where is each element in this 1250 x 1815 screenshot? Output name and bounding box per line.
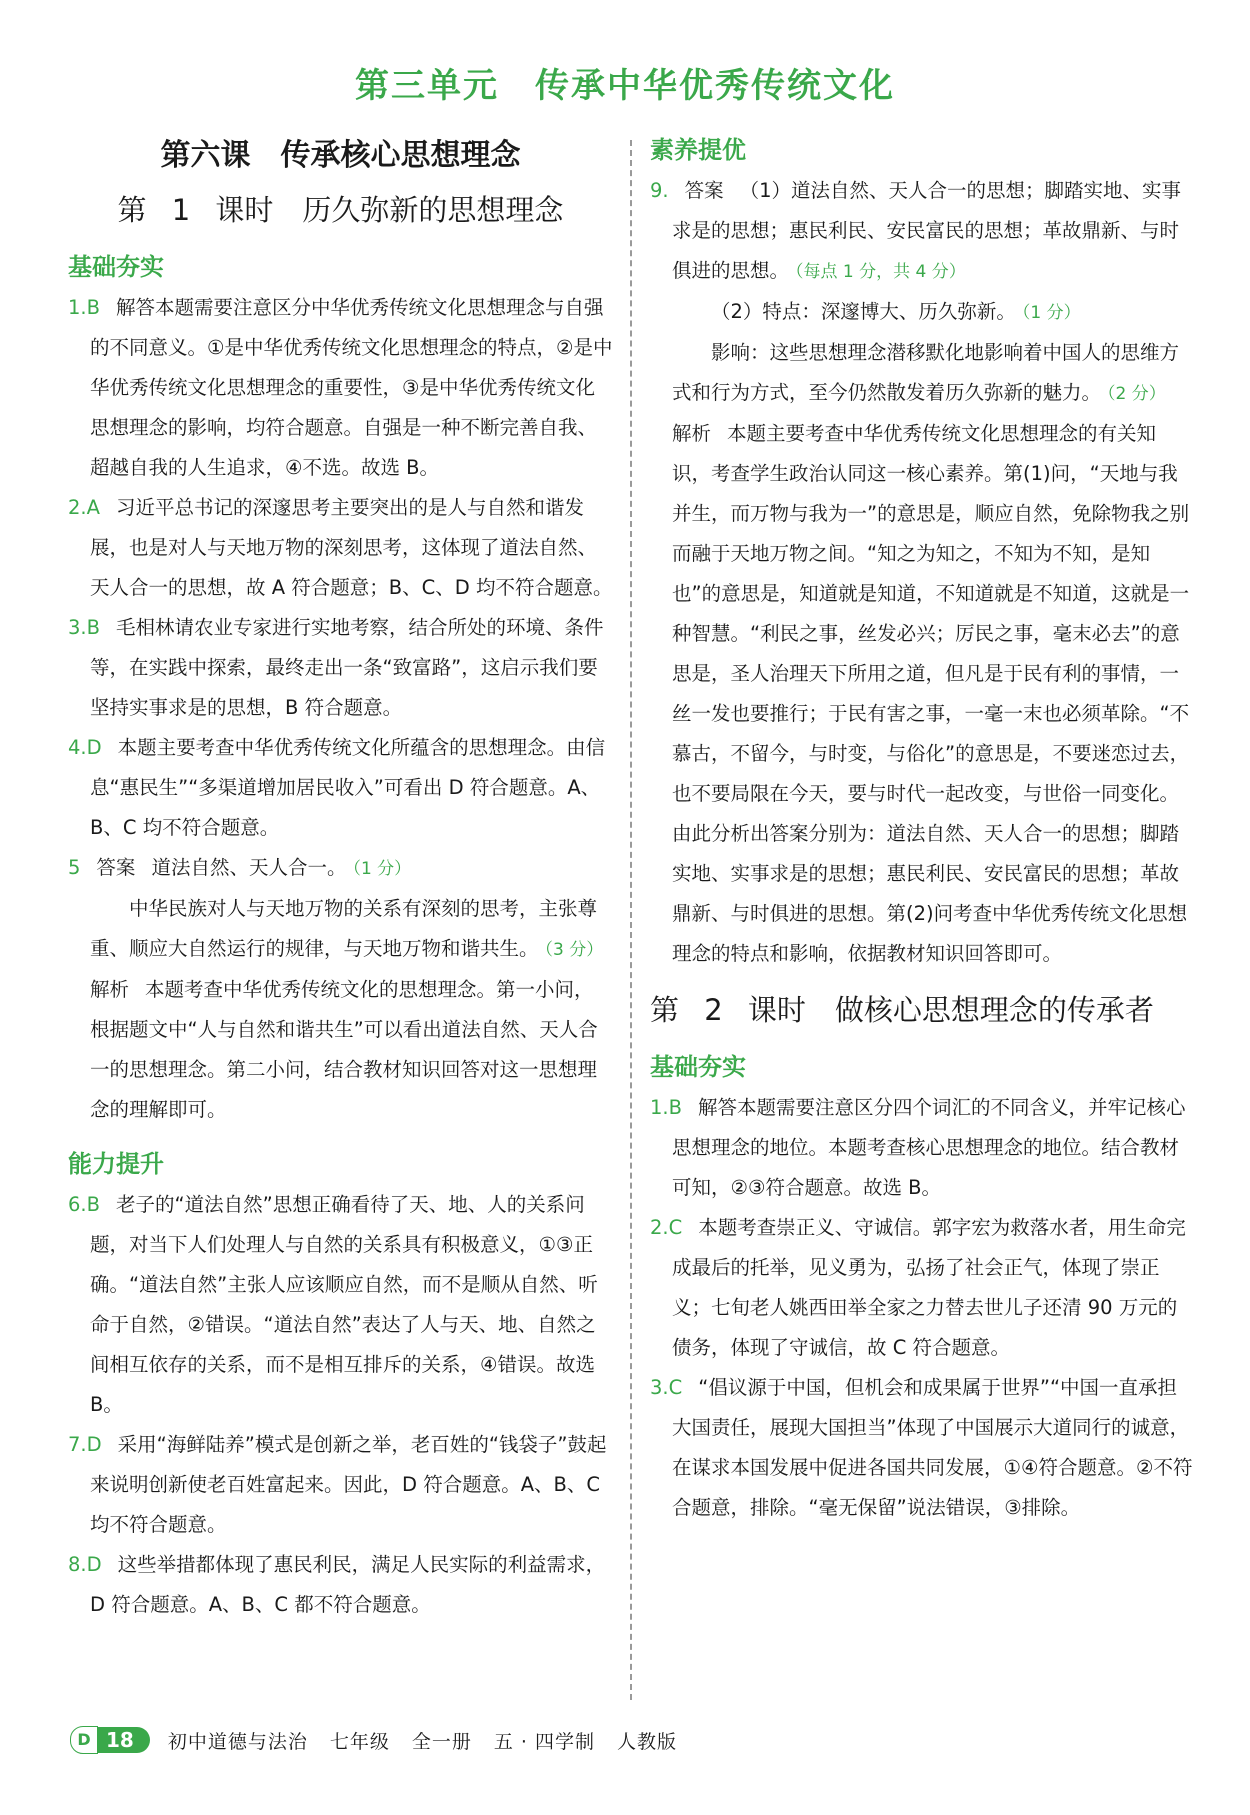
answer-item-1: 1.B 解答本题需要注意区分中华优秀传统文化思想理念与自强的不同意义。①是中华优秀传统文化思想理念的特点，②是中华优秀传统文化思想理念的重要性，③是中华优秀传统文化思想理念的影响，均符合题意。自强是一种不断完善自我、超越自我的人生追求，④不选。故选 B。 [68, 296, 613, 479]
answer-item-5: 5 答案 道法自然、天人合一。 （1 分） [68, 856, 412, 879]
answer-item-7: 7.D 采用“海鲜陆养”模式是创新之举，老百姓的“钱袋子”鼓起来说明创新使老百姓富起来。因此，D 符合题意。A、B、C 均不符合题意。 [68, 1433, 607, 1536]
answer-item-6: 6.B 老子的“道法自然”思想正确看待了天、地、人的关系问题，对当下人们处理人与自然的关系具有积极意义，①③正确。“道法自然”主张人应该顺应自然，而不是顺从自然、听命于自然，②错误。“道法自然”表达了人与天、地、自然之间相互依存的关系，而不是相互排斥的关系，④错误。故选 B。 [68, 1193, 598, 1416]
answer-9-explain: 解析 本题主要考查中华优秀传统文化思想理念的有关知识，考查学生政治认同这一核心素养。第(1)问，“天地与我并生，而万物与我为一”的意思是，顺应自然，免除物我之别而融于天地万物之间。“知之为知之，不知为不知，是知也”的意思是，知道就是知道，不知道就是不知道，这就是一种智慧。“利民之事，丝发必兴；厉民之事，毫末必去”的意思是，圣人治理天下所用之道，但凡是于民有利的事情，一丝一发也要推行；于民有害之事，一毫一末也必须革除。“不慕古，不留今，与时变，与俗化”的意思是，不要迷恋过去，也不要局限在今天，要与时代一起改变，与世俗一同变化。由此分析出答案分别为：道法自然、天人合一的思想；脚踏实地、实事求是的思想；惠民利民、安民富民的思想；革故鼎新、与时俱进的思想。第(2)问考查中华优秀传统文化思想理念的特点和影响，依据教材知识回答即可。 [672, 422, 1190, 965]
footer-system: 五 · 四学制 [493, 1730, 596, 1753]
answer-item-3: 3.B 毛相林请农业专家进行实地考察，结合所处的环境、条件等，在实践中探索，最终走出一条“致富路”，这启示我们要坚持实事求是的思想，B 符合题意。 [68, 616, 604, 719]
lesson-title: 第六课 传承核心思想理念 [160, 138, 521, 173]
period-title: 第 1 课时 历久弥新的思想理念 [117, 193, 564, 227]
page-number: 18 [98, 1727, 150, 1753]
period-2-title: 第 2 课时 做核心思想理念的传承者 [650, 993, 1154, 1027]
answer-5-explain: 解析 本题考查中华优秀传统文化的思想理念。第一小问，根据题文中“人与自然和谐共生”可以看出道法自然、天人合一的思想理念。第二小问，结合教材知识回答对这一思想理念的理解即可。 [90, 978, 598, 1121]
answer-p2-item-1: 1.B 解答本题需要注意区分四个词汇的不同含义，并牢记核心思想理念的地位。本题考查核心思想理念的地位。结合教材可知，②③符合题意。故选 B。 [650, 1096, 1186, 1199]
footer-grade: 七年级 [329, 1730, 390, 1753]
footer-subject: 初中道德与法治 [167, 1730, 308, 1753]
right-column [650, 130, 1195, 1528]
answer-5-para: 中华民族对人与天地万物的关系有深刻的思考，主张尊重、顺应大自然运行的规律，与天地万物和谐共生。 （3 分） [90, 897, 604, 960]
section-basic-2: 基础夯实 [650, 1053, 746, 1081]
footer-tag: D [70, 1726, 98, 1754]
answer-item-9: 9. 答案 （1）道法自然、天人合一的思想；脚踏实地、实事求是的思想；惠民利民、安民富民的思想；革故鼎新、与时俱进的思想。 （每点 1 分，共 4 分） [650, 179, 1182, 282]
answer-p2-item-2: 2.C 本题考查崇正义、守诚信。郭字宏为救落水者，用生命完成最后的托举，见义勇为，弘扬了社会正气，体现了崇正义；七旬老人姚西田举全家之力替去世儿子还清 90 万元的债务，体现了守诚信，故 C 符合题意。 [650, 1216, 1186, 1359]
section-quality: 素养提优 [650, 136, 746, 164]
column-divider [630, 140, 632, 1700]
footer-edition: 人教版 [617, 1730, 678, 1753]
unit-title: 第三单元 传承中华优秀传统文化 [355, 66, 895, 106]
answer-p2-item-3: 3.C “倡议源于中国，但机会和成果属于世界”“中国一直承担大国责任，展现大国担当”体现了中国展示大道同行的诚意，在谋求本国发展中促进各国共同发展，①④符合题意。②不符合题意，排除。“毫无保留”说法错误，③排除。 [650, 1376, 1193, 1519]
footer-volume: 全一册 [411, 1730, 472, 1753]
section-basic: 基础夯实 [68, 253, 164, 281]
section-ability: 能力提升 [68, 1150, 164, 1178]
answer-item-4: 4.D 本题主要考查中华优秀传统文化所蕴含的思想理念。由信息“惠民生”“多渠道增加居民收入”可看出 D 符合题意。A、B、C 均不符合题意。 [68, 736, 606, 839]
answer-9-part2: （2）特点：深邃博大、历久弥新。 （1 分） [711, 300, 1081, 323]
left-column [68, 130, 613, 1625]
answer-item-8: 8.D 这些举措都体现了惠民利民，满足人民实际的利益需求，D 符合题意。A、B、C 都不符合题意。 [68, 1553, 606, 1616]
answer-item-2: 2.A 习近平总书记的深邃思考主要突出的是人与自然和谐发展，也是对人与天地万物的深刻思考，这体现了道法自然、天人合一的思想，故 A 符合题意；B、C、D 均不符合题意。 [68, 496, 613, 599]
page-footer [70, 1726, 699, 1754]
answer-9-part3: 影响：这些思想理念潜移默化地影响着中国人的思维方式和行为方式，至今仍然散发着历久弥新的魅力。 （2 分） [672, 341, 1180, 404]
